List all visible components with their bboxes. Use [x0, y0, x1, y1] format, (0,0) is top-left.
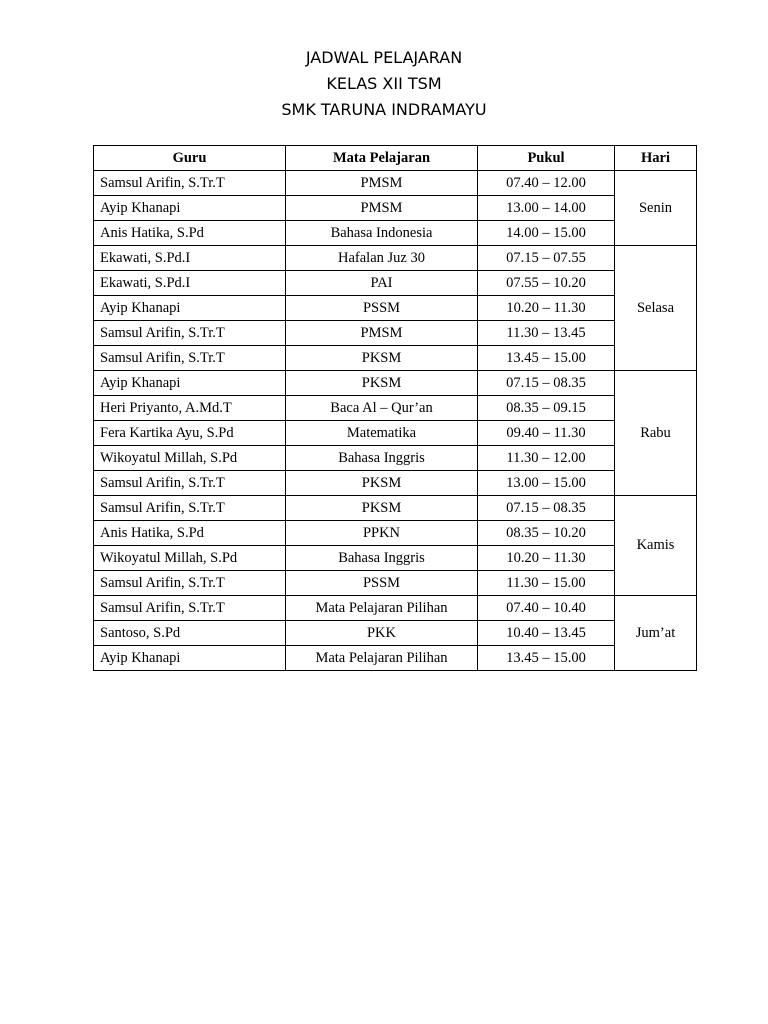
cell-mata-pelajaran: PMSM [286, 321, 478, 346]
table-row [94, 246, 697, 271]
cell-hari: Selasa [615, 246, 697, 371]
cell-guru: Samsul Arifin, S.Tr.T [94, 596, 286, 621]
table-row [94, 271, 697, 296]
cell-mata-pelajaran: Mata Pelajaran Pilihan [286, 596, 478, 621]
header-guru: Guru [94, 146, 286, 171]
header-pukul: Pukul [478, 146, 615, 171]
cell-mata-pelajaran: Baca Al – Qur’an [286, 396, 478, 421]
cell-guru: Anis Hatika, S.Pd [94, 521, 286, 546]
cell-pukul: 11.30 – 15.00 [478, 571, 615, 596]
cell-guru: Samsul Arifin, S.Tr.T [94, 571, 286, 596]
cell-mata-pelajaran: Mata Pelajaran Pilihan [286, 646, 478, 671]
table-header-row [94, 146, 697, 171]
title-line-1: JADWAL PELAJARAN [305, 48, 463, 67]
cell-guru: Ekawati, S.Pd.I [94, 246, 286, 271]
cell-pukul: 07.40 – 12.00 [478, 171, 615, 196]
table-row [94, 646, 697, 671]
cell-mata-pelajaran: Bahasa Inggris [286, 546, 478, 571]
cell-guru: Wikoyatul Millah, S.Pd [94, 546, 286, 571]
cell-mata-pelajaran: PPKN [286, 521, 478, 546]
cell-pukul: 11.30 – 13.45 [478, 321, 615, 346]
cell-pukul: 10.40 – 13.45 [478, 621, 615, 646]
cell-pukul: 10.20 – 11.30 [478, 546, 615, 571]
cell-mata-pelajaran: Hafalan Juz 30 [286, 246, 478, 271]
table-row [94, 196, 697, 221]
cell-guru: Ekawati, S.Pd.I [94, 271, 286, 296]
cell-hari: Kamis [615, 496, 697, 596]
table-row [94, 321, 697, 346]
cell-hari: Senin [615, 171, 697, 246]
cell-pukul: 07.15 – 08.35 [478, 496, 615, 521]
table-row [94, 521, 697, 546]
cell-mata-pelajaran: Bahasa Inggris [286, 446, 478, 471]
cell-guru: Heri Priyanto, A.Md.T [94, 396, 286, 421]
cell-guru: Ayip Khanapi [94, 371, 286, 396]
cell-pukul: 13.00 – 14.00 [478, 196, 615, 221]
table-row [94, 421, 697, 446]
table-row [94, 446, 697, 471]
cell-guru: Samsul Arifin, S.Tr.T [94, 171, 286, 196]
document-title [0, 48, 768, 126]
cell-mata-pelajaran: PKSM [286, 471, 478, 496]
table-row [94, 346, 697, 371]
cell-guru: Wikoyatul Millah, S.Pd [94, 446, 286, 471]
cell-guru: Samsul Arifin, S.Tr.T [94, 496, 286, 521]
cell-guru: Samsul Arifin, S.Tr.T [94, 346, 286, 371]
schedule-table [93, 145, 697, 671]
cell-mata-pelajaran: PKSM [286, 346, 478, 371]
cell-pukul: 09.40 – 11.30 [478, 421, 615, 446]
cell-mata-pelajaran: PSSM [286, 296, 478, 321]
cell-guru: Ayip Khanapi [94, 296, 286, 321]
cell-mata-pelajaran: PSSM [286, 571, 478, 596]
table-row [94, 496, 697, 521]
header-mata-pelajaran: Mata Pelajaran [286, 146, 478, 171]
cell-mata-pelajaran: Matematika [286, 421, 478, 446]
table-row [94, 396, 697, 421]
cell-mata-pelajaran: PMSM [286, 171, 478, 196]
cell-pukul: 13.45 – 15.00 [478, 646, 615, 671]
table-row [94, 546, 697, 571]
title-line-2: KELAS XII TSM [326, 74, 442, 93]
cell-guru: Santoso, S.Pd [94, 621, 286, 646]
cell-guru: Fera Kartika Ayu, S.Pd [94, 421, 286, 446]
table-row [94, 471, 697, 496]
cell-mata-pelajaran: Bahasa Indonesia [286, 221, 478, 246]
cell-guru: Samsul Arifin, S.Tr.T [94, 321, 286, 346]
table-row [94, 571, 697, 596]
cell-pukul: 14.00 – 15.00 [478, 221, 615, 246]
schedule-body [94, 171, 697, 671]
cell-pukul: 13.00 – 15.00 [478, 471, 615, 496]
cell-pukul: 11.30 – 12.00 [478, 446, 615, 471]
table-row [94, 171, 697, 196]
header-hari: Hari [615, 146, 697, 171]
cell-guru: Ayip Khanapi [94, 646, 286, 671]
cell-pukul: 13.45 – 15.00 [478, 346, 615, 371]
cell-mata-pelajaran: PKK [286, 621, 478, 646]
cell-guru: Samsul Arifin, S.Tr.T [94, 471, 286, 496]
cell-mata-pelajaran: PKSM [286, 496, 478, 521]
title-line-3: SMK TARUNA INDRAMAYU [281, 100, 487, 119]
table-row [94, 221, 697, 246]
table-row [94, 596, 697, 621]
cell-mata-pelajaran: PKSM [286, 371, 478, 396]
cell-pukul: 07.40 – 10.40 [478, 596, 615, 621]
cell-pukul: 07.55 – 10.20 [478, 271, 615, 296]
cell-pukul: 10.20 – 11.30 [478, 296, 615, 321]
table-row [94, 621, 697, 646]
cell-pukul: 07.15 – 07.55 [478, 246, 615, 271]
table-row [94, 371, 697, 396]
cell-guru: Ayip Khanapi [94, 196, 286, 221]
table-row [94, 296, 697, 321]
cell-mata-pelajaran: PMSM [286, 196, 478, 221]
cell-mata-pelajaran: PAI [286, 271, 478, 296]
cell-pukul: 08.35 – 10.20 [478, 521, 615, 546]
cell-guru: Anis Hatika, S.Pd [94, 221, 286, 246]
cell-pukul: 07.15 – 08.35 [478, 371, 615, 396]
cell-hari: Jum’at [615, 596, 697, 671]
cell-hari: Rabu [615, 371, 697, 496]
cell-pukul: 08.35 – 09.15 [478, 396, 615, 421]
